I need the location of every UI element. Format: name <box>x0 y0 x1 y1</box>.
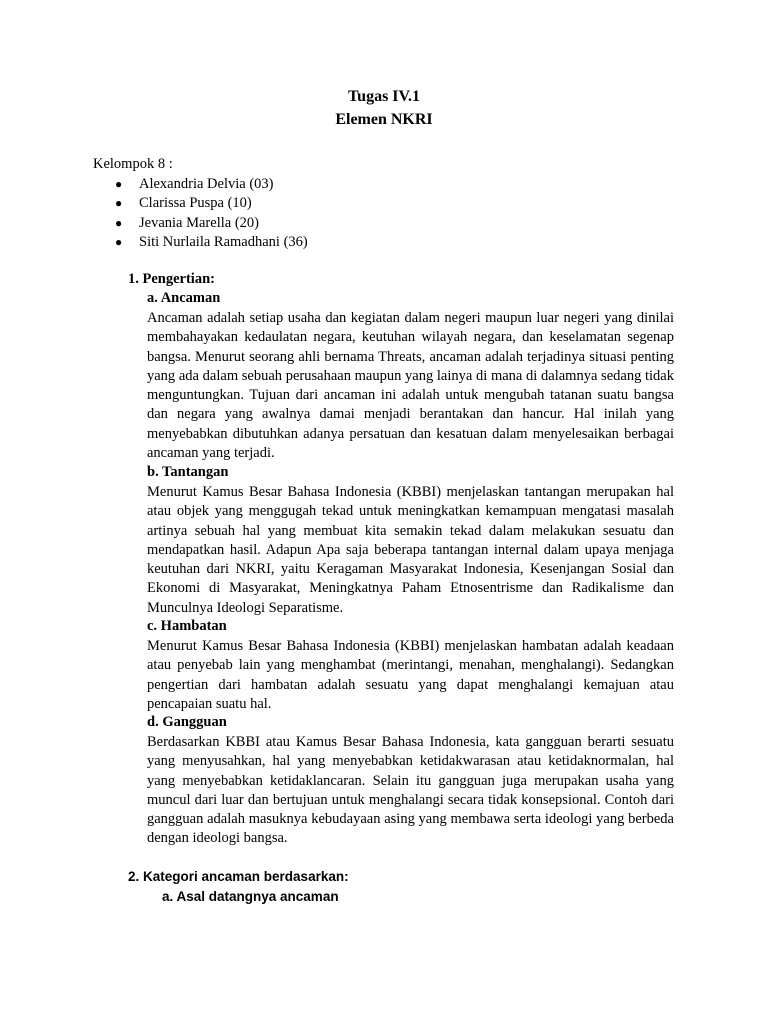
section-heading-kategori: 2. Kategori ancaman berdasarkan: <box>128 869 349 884</box>
group-info <box>93 155 308 253</box>
bullet-icon: ● <box>115 215 123 230</box>
paragraph-gangguan: Berdasarkan KBBI atau Kamus Besar Bahasa Indonesia, kata gangguan berarti sesuatu yang menyusahkan, hal yang menyebabkan ketidakwarasan atau ketidaknormalan, hal yang menyebabkan ketidaklancaran. Selain itu gangguan juga merupakan usaha yang muncul dari luar dan bertujuan untuk menghalangi secara tidak konsepsional. Contoh dari gangguan adalah masuknya kebudayaan asing yang membawa serta ideologi yang berbeda dengan ideologi bangsa. <box>147 734 674 847</box>
subheading-asal-ancaman: a. Asal datangnya ancaman <box>162 889 339 904</box>
bullet-icon: ● <box>115 176 123 191</box>
list-item <box>93 214 308 234</box>
list-item <box>93 194 308 214</box>
member-name: Clarissa Puspa (10) <box>139 195 252 211</box>
bullet-icon: ● <box>115 196 123 210</box>
member-name: Jevania Marella (20) <box>139 214 259 231</box>
document-title: Tugas IV.1 <box>347 88 421 105</box>
document-subtitle: Elemen NKRI <box>335 111 433 128</box>
list-item <box>93 233 308 253</box>
member-name: Siti Nurlaila Ramadhani (36) <box>139 234 308 250</box>
bullet-icon: ● <box>115 235 123 249</box>
paragraph-hambatan: Menurut Kamus Besar Bahasa Indonesia (KBBI) menjelaskan hambatan adalah keadaan atau penyebab lain yang menghambat (merintangi, menahan, menghalangi). Sedangkan pengertian dari hambatan adalah sesuatu yang dapat menghalangi kemajuan atau pencapaian suatu hal. <box>147 638 674 712</box>
group-label: Kelompok 8 : <box>93 156 173 172</box>
section-heading-pengertian: 1. Pengertian: <box>128 271 215 287</box>
subheading-ancaman: a. Ancaman <box>147 290 221 306</box>
subheading-gangguan: d. Gangguan <box>147 714 227 730</box>
member-list <box>93 175 308 253</box>
subheading-hambatan: c. Hambatan <box>147 618 227 634</box>
subheading-tantangan: b. Tantangan <box>147 464 229 480</box>
paragraph-ancaman: Ancaman adalah setiap usaha dan kegiatan dalam negeri maupun luar negeri yang dinilai membahayakan kedaulatan negara, keutuhan wilayah negara, dan keselamatan segenap bangsa. Menurut seorang ahli bernama Threats, ancaman adalah terjadinya situasi penting yang ada dalam sebuah perusahaan maupun yang lainya di mana di dalamnya sedang tidak menguntungkan. Tujuan dari ancaman ini adalah untuk mengubah tatanan suatu bangsa dan negara yang awalnya damai menjadi berantakan dan hancur. Hal inilah yang menyebabkan dibutuhkan adanya persatuan dan kesatuan dalam menyelesaikan berbagai ancaman yang terjadi. <box>147 310 674 462</box>
list-item <box>93 175 308 195</box>
paragraph-tantangan: Menurut Kamus Besar Bahasa Indonesia (KBBI) menjelaskan tantangan merupakan hal atau objek yang menggugah tekad untuk meningkatkan kemampuan mengatasi masalah artinya sebuah hal yang membuat kita semakin tekad dalam melakukan sesuatu dan mendapatkan hasil. Adapun Apa saja beberapa tantangan internal dalam upaya menjaga keutuhan dari NKRI, yaitu Keragaman Masyarakat Indonesia, Kesenjangan Sosial dan Ekonomi di Masyarakat, Meningkatnya Paham Etnosentrisme dan Radikalisme dan Munculnya Ideologi Separatisme. <box>147 484 674 616</box>
member-name: Alexandria Delvia (03) <box>139 175 274 192</box>
